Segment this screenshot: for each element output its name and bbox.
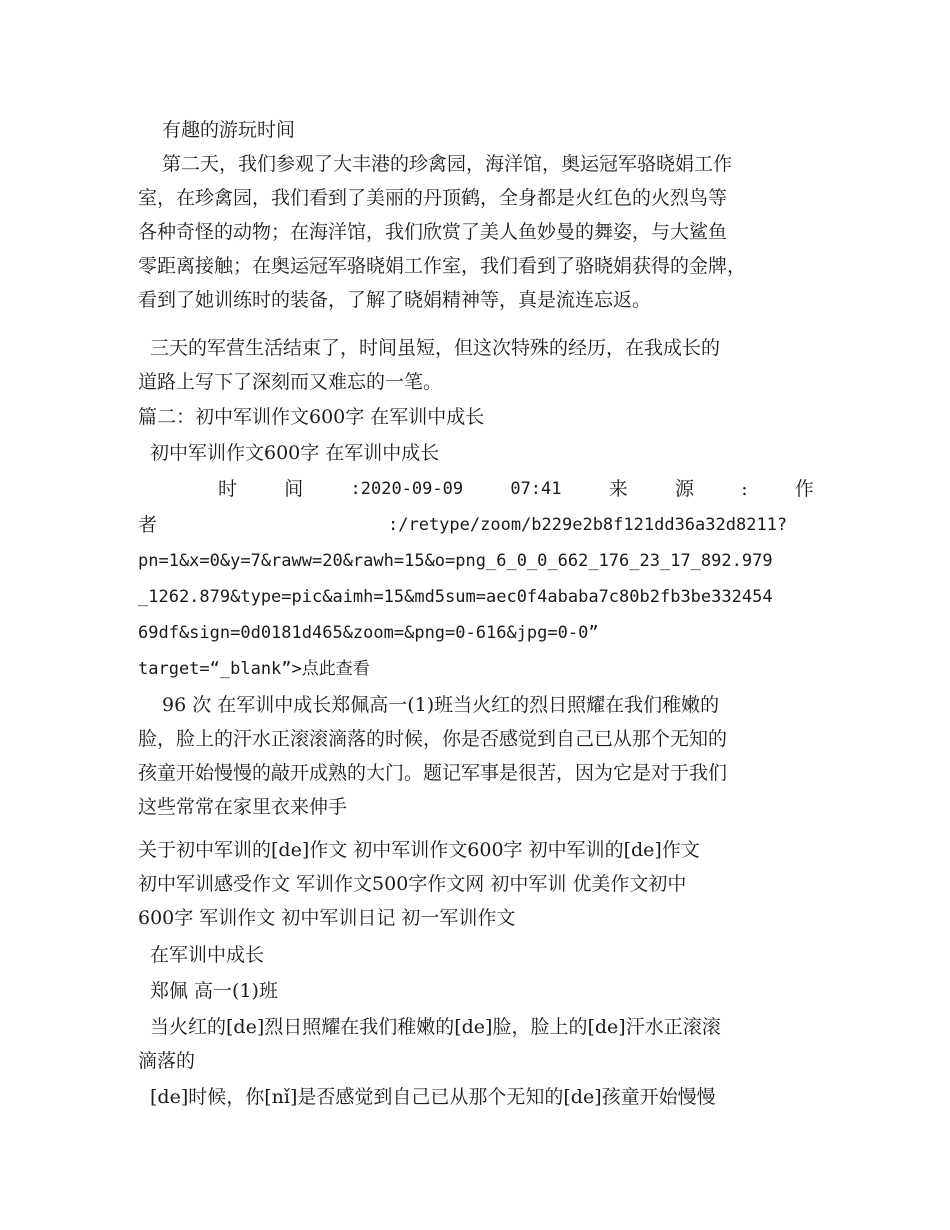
author-line [138, 508, 814, 542]
meta-time-label-2: 间 [284, 478, 304, 500]
url-fragment: pn=1&x=0&y=7&raww=20&rawh=15&o=png_6_0_0_662_176_23_17_892.979 [138, 551, 773, 571]
section-heading: 有趣的游玩时间 [162, 119, 296, 141]
paragraph-line: 96 次 在军训中成长郑佩高一(1)班当火红的烈日照耀在我们稚嫩的 [162, 694, 720, 716]
meta-line [138, 472, 814, 506]
paragraph-line: [de]时候，你[nǐ]是否感觉到自己已从那个无知的[de]孩童开始慢慢 [150, 1086, 716, 1108]
url-fragment: _1262.879&type=pic&aimh=15&md5sum=aec0f4ababa7c80b2fb3be332454 [138, 587, 773, 607]
paragraph-line: 道路上写下了深刻而又难忘的一笔。 [138, 371, 443, 393]
view-link-text: target=“_blank”>点此查看 [138, 659, 370, 679]
meta-colon: : [741, 478, 748, 500]
paragraph-line: 孩童开始慢慢的敲开成熟的大门。题记军事是很苦，因为它是对于我们 [138, 762, 728, 784]
article-title: 篇二：初中军训作文600字 在军训中成长 [138, 406, 485, 428]
tag-line: 600字 军训作文 初中军训日记 初一军训作文 [138, 907, 516, 929]
paragraph-line: 滴落的 [138, 1050, 196, 1072]
url-fragment: 69df&sign=0d0181d465&zoom=&png=0-616&jpg=0-0” [138, 623, 599, 643]
paragraph-line: 这些常常在家里衣来伸手 [138, 796, 348, 818]
meta-source-label-2: 源 [675, 478, 695, 500]
meta-author-label-1: 作 [794, 478, 814, 500]
paragraph-line: 三天的军营生活结束了，时间虽短，但这次特殊的经历，在我成长的 [150, 337, 721, 359]
paragraph-line: 第二天，我们参观了大丰港的珍禽园，海洋馆，奥运冠军骆晓娟工作 [162, 153, 733, 175]
essay-title: 在军训中成长 [150, 944, 265, 966]
paragraph-line: 室，在珍禽园，我们看到了美丽的丹顶鹤，全身都是火红色的火烈鸟等 [138, 187, 728, 209]
article-subtitle: 初中军训作文600字 在军训中成长 [150, 442, 440, 464]
paragraph-line: 零距离接触；在奥运冠军骆晓娟工作室，我们看到了骆晓娟获得的金牌， [138, 255, 747, 277]
essay-author: 郑佩 高一(1)班 [150, 980, 278, 1002]
url-fragment: :/retype/zoom/b229e2b8f121dd36a32d8211? [388, 515, 788, 535]
tag-line: 初中军训感受作文 军训作文500字作文网 初中军训 优美作文初中 [138, 873, 687, 895]
paragraph-line: 看到了她训练时的装备，了解了晓娟精神等，真是流连忘返。 [138, 289, 652, 311]
meta-author-label-2: 者 [138, 514, 158, 536]
meta-time-label-1: 时 [218, 478, 238, 500]
paragraph-line: 当火红的[de]烈日照耀在我们稚嫩的[de]脸，脸上的[de]汗水正滚滚 [150, 1016, 721, 1038]
paragraph-line: 各种奇怪的动物；在海洋馆，我们欣赏了美人鱼妙曼的舞姿，与大鲨鱼 [138, 221, 728, 243]
meta-date: :2020-09-09 [350, 479, 464, 499]
tag-line: 关于初中军训的[de]作文 初中军训作文600字 初中军训的[de]作文 [138, 839, 700, 861]
meta-clock: 07:41 [510, 479, 562, 499]
paragraph-line: 脸，脸上的汗水正滚滚滴落的时候，你是否感觉到自己已从那个无知的 [138, 728, 728, 750]
meta-source-label-1: 来 [608, 478, 628, 500]
